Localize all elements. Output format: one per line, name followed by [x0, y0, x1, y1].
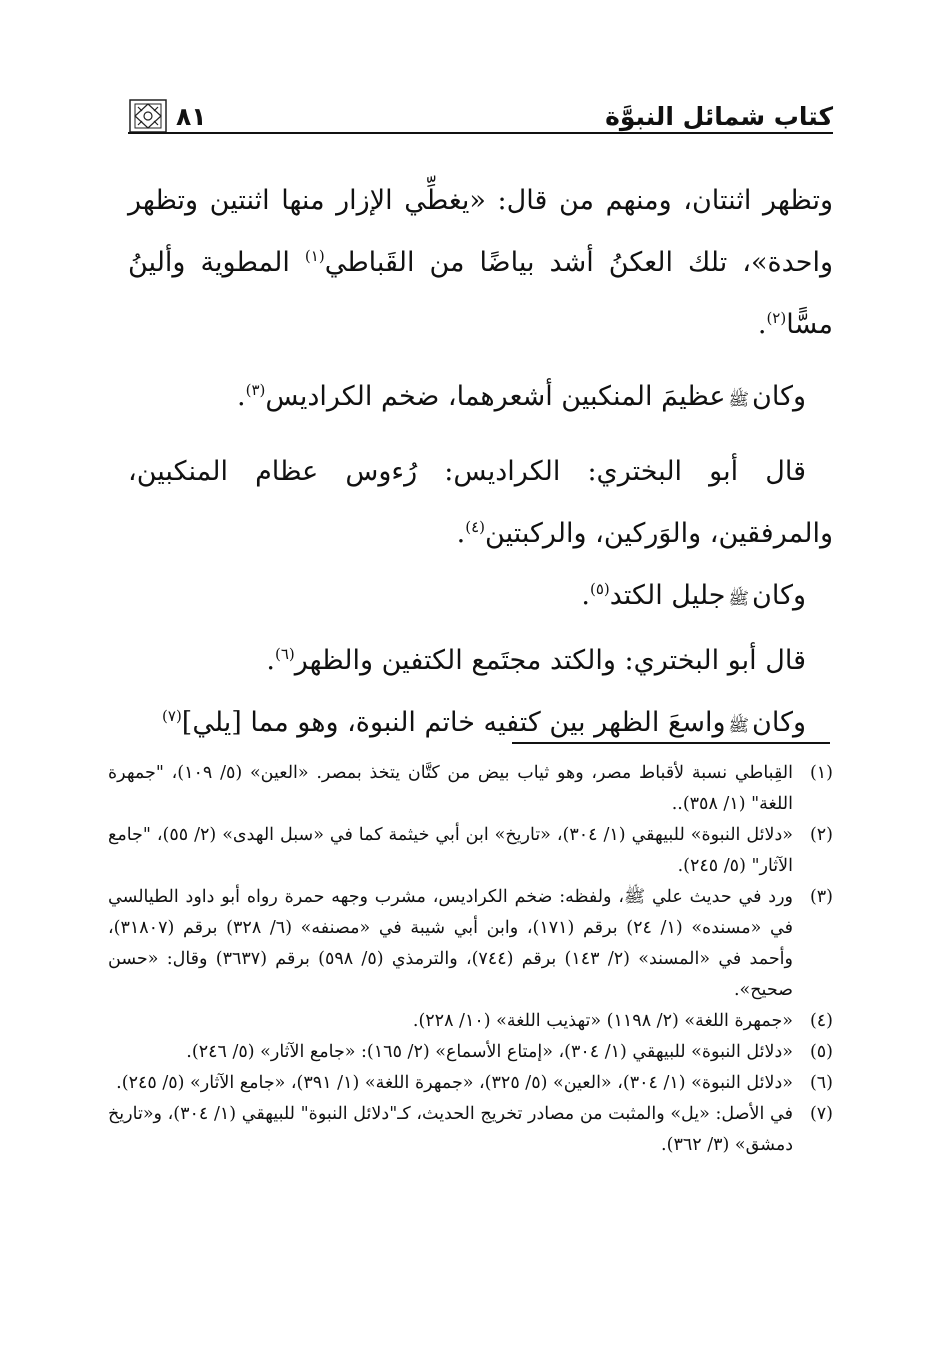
paragraph: قال أبو البختري: الكراديس: رُءوس عظام المنكبين، والمرفقين، والوَركين، والركبتين$^{(٤)}$. [128, 456, 833, 549]
footnotes [108, 758, 833, 1161]
footnote [108, 1099, 833, 1161]
book-title: كتاب شمائل النبوَّة [605, 102, 833, 131]
footnote-text: في الأصل: «يل» والمثبت من مصادر تخريج الحديث، كـ"دلائل النبوة" للبيهقي (١/ ٣٠٤)، و«تاريخ دمشق» (٣/ ٣٦٢). [108, 1104, 793, 1155]
paragraph [128, 170, 833, 356]
footnote-ref: (١) [304, 247, 325, 265]
paragraph: وكانﷺجليل الكتد$^{(٥)}$. [581, 580, 806, 611]
header-rule [128, 132, 833, 134]
footnote-text: ورد في حديث علي ﷺ، ولفظه: ضخم الكراديس، مشرب وجهه حمرة رواه أبو داود الطيالسي في «مسنده» (١/ ٢٤) برقم (١٧١)، وابن أبي شيبة في «مصنفه» (٦/ ٣٢٨) برقم (٣١٨٠٧)، وأحمد في «المسند» (٢/ ١٤٣) برقم (٧٤٤)، والترمذي (٥/ ٥٩٨) برقم (٣٦٣٧) وقال: «حسن صحيح». [108, 887, 793, 1000]
paragraph-text: عظيمَ المنكبين أشعرهما، ضخم الكراديس [265, 381, 726, 412]
footnote-text: «دلائل النبوة» للبيهقي (١/ ٣٠٤)، «إمتاع الأسماع» (٢/ ١٦٥): «جامع الآثار» (٥/ ٢٤٦). [186, 1042, 793, 1062]
honorific-symbol: ﷺ [728, 390, 750, 410]
footnote-number: (٥) [809, 1042, 833, 1062]
footnote-number: (٧) [809, 1104, 833, 1124]
paragraph-text: المطوية وألينُ مسًّا [128, 247, 833, 340]
footnote [108, 882, 833, 1006]
footnote-number: (٢) [809, 825, 833, 845]
paragraph [128, 692, 833, 757]
paragraph-text: وكان [752, 381, 806, 412]
paragraph-text: جليل الكتد [609, 580, 726, 611]
footnote-text: القِباطي نسبة لأقباط مصر، وهو ثياب بيض من كتَّان يتخذ بمصر. «العين» (٥/ ١٠٩)، "جمهرة اللغة" (١/ ٣٥٨).. [108, 763, 793, 814]
paragraph-text: واسعَ الظهر بين كتفيه خاتم النبوة، وهو مما [يلي] [181, 707, 726, 738]
page-number-block [128, 98, 207, 134]
footnote-number: (٣) [809, 887, 833, 907]
footnote-number: (٦) [809, 1073, 833, 1093]
paragraph-text: وكان [752, 707, 806, 738]
footnote-text: «دلائل النبوة» (١/ ٣٠٤)، «العين» (٥/ ٣٢٥)، «جمهرة اللغة» (١/ ٣٩١)، «جامع الآثار» (٥/ ٢٤٥). [116, 1073, 793, 1093]
footnote [108, 1006, 833, 1037]
footnote-ref: (٢) [766, 309, 787, 327]
footnote-number: (١) [809, 763, 833, 783]
paragraph: وكانﷺعظيمَ المنكبين أشعرهما، ضخم الكراديس$^{(٣)}$. [237, 381, 806, 412]
footnote [108, 758, 833, 820]
footnote-number: (٤) [809, 1011, 833, 1031]
footnote [108, 1037, 833, 1068]
footnote-text: «دلائل النبوة» للبيهقي (١/ ٣٠٤)، «تاريخ» ابن أبي خيثمة كما في «سبل الهدى» (٢/ ٥٥)، "جامع الآثار" (٥/ ٢٤٥). [108, 825, 793, 876]
paragraph-text: وتظهر اثنتان، ومنهم من قال: «يغطِّي الإزار منها اثنتين وتظهر واحدة»، تلك العكنُ أشد بياضًا من القَباطي [128, 185, 834, 278]
ornament-icon [128, 98, 168, 134]
paragraph: قال أبو البختري: والكتد مجتَمع الكتفين والظهر$^{(٦)}$. [266, 645, 806, 676]
footnote-ref: (٣) [245, 381, 266, 399]
honorific-symbol: ﷺ [728, 589, 750, 609]
footnote-ref: (٤) [465, 518, 486, 536]
footnote-ref: (٧) [162, 707, 182, 725]
paragraph-text: قال أبو البختري: الكراديس: رُءوس عظام المنكبين، والمرفقين، والوَركين، والركبتين [128, 456, 833, 549]
paragraph-text: وكان [752, 580, 806, 611]
page-number: ٨١ [176, 102, 207, 131]
footnote-text: «جمهرة اللغة» (٢/ ١١٩٨) «تهذيب اللغة» (١٠/ ٢٢٨). [412, 1011, 793, 1031]
footnote [108, 820, 833, 882]
running-header [128, 92, 833, 134]
footnote-ref: (٦) [275, 645, 295, 663]
footnote-separator [512, 742, 830, 744]
footnote [108, 1068, 833, 1099]
paragraph-text: . [757, 309, 767, 340]
honorific-symbol: ﷺ [728, 716, 750, 736]
main-text [128, 170, 833, 757]
paragraph-text: قال أبو البختري: والكتد مجتَمع الكتفين والظهر [294, 645, 806, 676]
footnote-ref: (٥) [589, 580, 610, 598]
